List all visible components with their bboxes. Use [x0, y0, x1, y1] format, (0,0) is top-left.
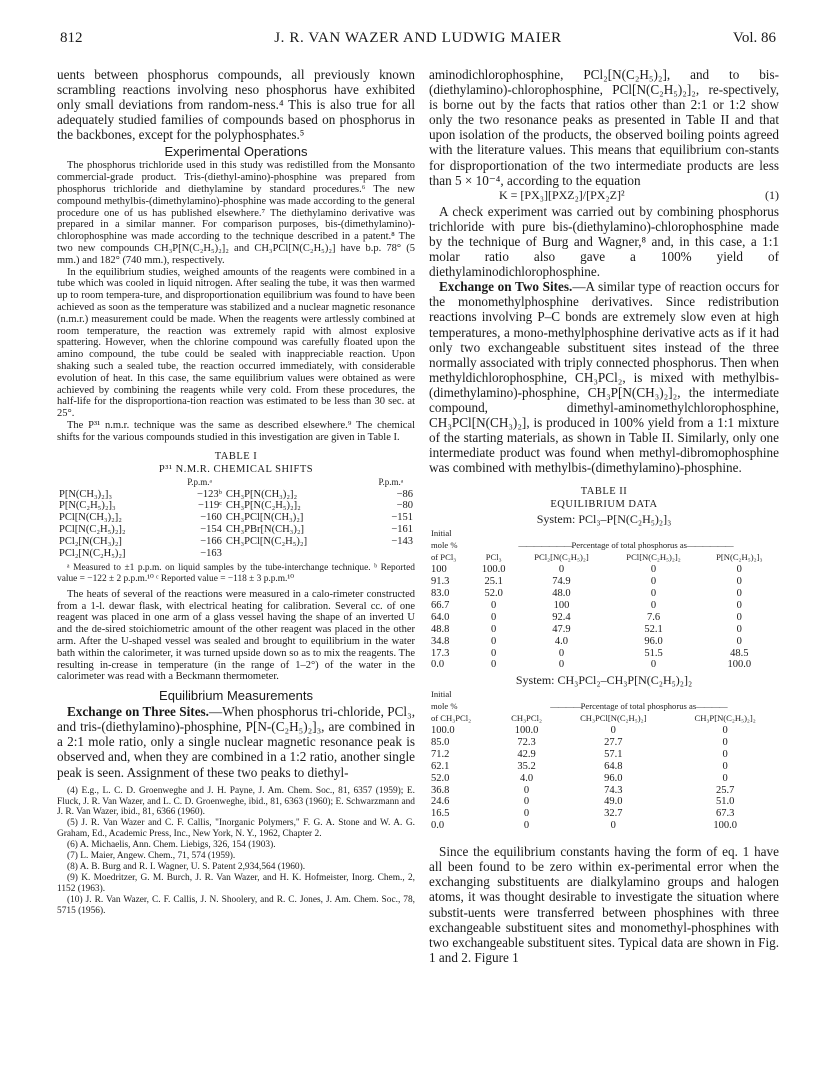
table-row — [429, 528, 779, 540]
table1-header-row — [57, 477, 415, 489]
left-column — [57, 67, 415, 916]
table-cell: PCl₂[N(CH₃)₂] — [59, 536, 122, 548]
footnote-8: (8) A. B. Burg and R. I. Wagner, U. S. Patent 2,934,564 (1960). — [67, 861, 306, 872]
footnote-9: (9) K. Moedritzer, G. M. Burch, J. R. Van Wazer, and H. K. Hofmeister, Inorg. Chem., 2, 1152 (1963). — [57, 872, 415, 894]
table-cell: 0 — [491, 623, 497, 635]
table-cell: 100.0 — [727, 659, 752, 671]
table2-system2-body — [429, 725, 779, 832]
table-cell: of CH₃PCl₂ — [431, 713, 472, 724]
table-cell: 51.0 — [715, 796, 735, 808]
table-cell: mole % — [431, 701, 458, 712]
two-sites-text: —A similar type of reaction occurs for the monomethylphosphine derivatives. Since redistribution reactions involving P–C bonds are extremely slow even at high temperatures, a mono-methylphosphine derivative acts as if it had only two exchangeable substituent sites instead of the three normally associated with triply connected phosphorus. Then when methyldichlorophosphine, CH₃PCl₂, is mixed with methylbis-(dimethylamino)-phosphine, CH₃P[N(CH₃)₂]₂, the intermediate compound, dimethyl-aminomethylchlorophosphine, CH₃PCl[N(CH₃)₂], is produced in 100% yield from a 1:1 mixture of the starting materials, as shown in Table II. Similarly, only one intermediate product was found when methyl-dibromophosphine was combined with methylbis-(dimethylamino)-phosphine. — [429, 279, 779, 476]
table-cell: CH₃P[N(CH₃)₂]₂ — [225, 488, 298, 500]
table-cell: 100.0 — [713, 820, 737, 832]
table-cell: 0 — [736, 576, 742, 588]
table2-system-1: System: PCl₃–P[N(C₂H₅)₂]₃ — [536, 512, 672, 527]
table2-system1 — [429, 528, 779, 671]
table-cell: 0 — [722, 748, 728, 760]
table-cell: −154 — [200, 524, 222, 536]
table-cell: 83.0 — [431, 587, 450, 599]
table-cell: 72.3 — [517, 736, 536, 748]
table-cell: 0 — [650, 564, 657, 576]
table2-title: EQUILIBRIUM DATA — [550, 499, 658, 511]
table-row — [429, 785, 779, 797]
table-cell: 25.7 — [715, 784, 735, 796]
table-cell: 7.6 — [646, 611, 661, 623]
table-cell: 0 — [650, 599, 657, 611]
table1-col-head: P.p.m.ᵃ — [378, 476, 404, 487]
table-cell: 0 — [491, 647, 497, 659]
table-row — [429, 624, 779, 636]
table2-span-header: ———————Percentage of total phosphorus as—————— — [518, 540, 733, 551]
table-row — [429, 600, 779, 612]
table-cell: PCl₂[N(C₂H₅)₂] — [534, 552, 589, 563]
footnote-5: (5) J. R. Van Wazer and C. F. Callis, "Inorganic Polymers," F. G. A. Stone and W. A. G. Graham, Ed., Academic Press, Inc., New York, N. Y., 1962, Chapter 2. — [57, 818, 415, 840]
equation-number: (1) — [765, 187, 779, 202]
table-row — [57, 536, 415, 548]
table-cell: 49.0 — [604, 796, 623, 808]
table-cell: 91.3 — [431, 576, 450, 588]
table-cell: 74.9 — [552, 576, 571, 588]
table-cell: 0 — [736, 587, 742, 599]
table-cell: 51.5 — [644, 647, 663, 659]
table-cell: 92.4 — [552, 611, 571, 623]
table-row — [429, 737, 779, 749]
table-cell: CH₃P[N(C₂H₅)₂]₂ — [225, 500, 301, 512]
table-cell: 35.2 — [517, 760, 536, 772]
table-row — [429, 659, 779, 671]
table-cell: 0 — [736, 623, 742, 635]
table-cell: 4.0 — [554, 635, 569, 647]
table-cell: −160 — [200, 512, 222, 524]
table-row — [57, 500, 415, 512]
experimental-paragraph-1: The phosphorus trichloride used in this study was redistilled from the Monsanto commercial-grade product. Tris-(diethyl-amino)-phosphine was prepared from phosphorus trichloride and diethylamine by standard procedures.⁶ The new compound methylbis-(dimethylamino)-phosphine was made according to the general procedure one of us has published elsewhere.⁷ The diethylamino derivative was prepared in a similar manner. For comparison purposes, bis-(dimethylamino)-chlorophosphine was made according to the technique described in a patent.⁸ The two new compounds CH₃P[N(C₂H₅)₂]₂ and CH₃PCl[N(C₂H₅)₂] have b.p. 78° (5 mm.) and 182° (740 mm.), respectively. — [57, 160, 415, 266]
table-cell: CH₃PCl[N(C₂H₅)₂] — [225, 536, 308, 548]
right-column — [429, 67, 779, 965]
table-row — [429, 689, 779, 701]
table-cell: 0 — [736, 599, 742, 611]
table-cell: CH₃PBr[N(CH₃)₂] — [225, 524, 304, 536]
table-row — [429, 761, 779, 773]
two-sites-lead: Exchange on Two Sites. — [439, 279, 573, 295]
table-cell: 62.1 — [431, 760, 450, 772]
table-cell: CH₃PCl[N(C₂H₅)₂] — [580, 713, 647, 724]
table-cell: 0 — [491, 599, 497, 611]
table-cell: 0 — [558, 659, 565, 671]
table-cell: 67.3 — [715, 808, 735, 820]
footnotes — [57, 786, 415, 917]
table-row — [57, 512, 415, 524]
table-row — [429, 808, 779, 820]
table-cell — [224, 548, 367, 560]
table-cell: 0 — [722, 760, 728, 772]
table-row — [429, 796, 779, 808]
table-cell: Initial — [431, 528, 452, 539]
table-cell: 100.0 — [481, 564, 506, 576]
table-cell: 52.0 — [484, 587, 503, 599]
table-cell: 64.8 — [604, 760, 623, 772]
table-cell: −161 — [391, 524, 413, 536]
table-cell: −86 — [396, 488, 413, 500]
table-cell: 64.0 — [431, 611, 450, 623]
table-cell: 0 — [523, 808, 530, 820]
table-cell: 96.0 — [644, 635, 663, 647]
table-row — [429, 588, 779, 600]
equation-formula: K = [PX₃][PXZ₂]/[PX₂Z]² — [499, 187, 625, 202]
table2-span-header: ————Percentage of total phosphorus as———— — [550, 701, 727, 712]
table-row — [429, 564, 779, 576]
table-cell — [367, 548, 415, 560]
table-cell: P[N(C₂H₅)₂]₃ — [716, 552, 763, 563]
table-row — [429, 636, 779, 648]
table1 — [57, 477, 415, 560]
table-row — [429, 612, 779, 624]
table-cell: −80 — [396, 500, 413, 512]
table-cell: 0 — [736, 564, 742, 576]
table-cell: −123ᵇ — [196, 488, 222, 500]
table-cell: 0.0 — [431, 659, 445, 671]
running-title: J. R. VAN WAZER AND LUDWIG MAIER — [274, 30, 562, 46]
table-cell: −151 — [391, 512, 413, 524]
table-cell: 74.3 — [604, 784, 623, 796]
table-row — [429, 773, 779, 785]
table2-label: TABLE II — [580, 486, 628, 498]
continuation-paragraph: aminodichlorophosphine, PCl₂[N(C₂H₅)₂], and to bis-(diethylamino)-chlorophosphine, PCl[N(C₂H₅)₂]₂, re-spectively, is borne out by the facts that ratios other than 2:1 or 1:2 show only the two resonance peaks as presented in Table II and that upon isolation of the products, the observed boiling points agreed with the literature values. This means that equilibrium con-stants for disproportionation of the two intermediate products are less than 5 × 10⁻⁴, according to the equation — [429, 67, 779, 188]
volume-label: Vol. 86 — [732, 30, 776, 46]
table-cell: CH₃P[N(C₂H₅)₂]₂ — [694, 713, 756, 724]
table-cell: 0 — [722, 772, 728, 784]
experimental-heading: Experimental Operations — [164, 144, 308, 160]
table-cell: mole % — [431, 540, 458, 551]
table-cell: 57.1 — [604, 748, 623, 760]
footnote-4: (4) E.g., L. C. D. Groenweghe and J. H. Payne, J. Am. Chem. Soc., 81, 6357 (1959); E. Fluck, J. R. Van Wazer, and L. C. D. Groenweghe, ibid., 81, 6363 (1960); E. Schwarzmann and J. R. Van Wazer, ibid., 81, 6366 (1960). — [57, 785, 415, 818]
table-cell: 0 — [610, 725, 616, 737]
table2-system-2: System: CH₃PCl₂–CH₃P[N(C₂H₅)₂]₂ — [515, 673, 693, 688]
experimental-paragraph-3: The P³¹ n.m.r. technique was the same as described elsewhere.⁹ The chemical shifts for the various compounds studied in this investigation are given in Table I. — [57, 420, 415, 443]
table-cell: −143 — [391, 536, 413, 548]
table-cell: 52.0 — [431, 772, 450, 784]
table-cell: 48.5 — [730, 647, 749, 659]
table2-system1-body — [429, 564, 779, 671]
table-cell: 17.3 — [431, 647, 450, 659]
table-cell: 27.7 — [604, 736, 623, 748]
table-cell: 0 — [523, 796, 530, 808]
table-cell: 100 — [431, 564, 447, 576]
table-row — [429, 552, 779, 564]
experimental-paragraph-4: The heats of several of the reactions were measured in a calo-rimeter constructed from a 1-l. dewar flask, with electrical heating for calibration. Several cc. of one reagent was placed in one arm of a glass vessel having the shape of an inverted U and the de-sired stoichiometric amount of the other reagent was placed in the other arm. After the U-shaped vessel was sealed and brought to equilibrium in the water bath within the calorimeter, it was turned upside down so as to mix the reagents. The resulting in-crease in temperature (in the range of 1–2°) of the water in the calorimeter was read with a Beckmann thermometer. — [57, 588, 415, 683]
table-cell: 100.0 — [514, 725, 539, 737]
table-cell: 48.8 — [431, 623, 450, 635]
footnote-10: (10) J. R. Van Wazer, C. F. Callis, J. N. Shoolery, and R. C. Jones, J. Am. Chem. Soc., 78, 5715 (1956). — [57, 894, 415, 916]
table-cell: 0 — [491, 659, 497, 671]
table-cell: 42.9 — [517, 748, 536, 760]
table-cell: 0 — [736, 611, 742, 623]
table-cell: 85.0 — [431, 736, 450, 748]
three-sites-text: —When phosphorus tri-chloride, PCl₃, and tris-(diethylamino)-phosphine, P[N-(C₂H₅)₂]₃, are combined in a 2:1 mole ratio, only a single nuclear magnetic resonance peak is observed and, when they are combined in a 1:2 ratio, another single peak is seen. Assignment of these two peaks to diethyl- — [57, 704, 415, 780]
table-cell: 24.6 — [431, 796, 450, 808]
table1-col-head: P.p.m.ᵃ — [187, 476, 213, 487]
experimental-paragraph-2: In the equilibrium studies, weighed amounts of the reagents were combined in a tube which was cooled in liquid nitrogen. After sealing the tube, it was then warmed up to room tempera-ture, and disproportionation equilibrium was found to have been achieved as soon as the temperature was stabilized and a nuclear magnetic resonance (n.m.r.) measurement could be made. When the reagents were artlessly combined at room temperature, the reaction was extremely rapid with almost explosive spattering. However, when the chlorine compound was carefully floated upon the amino compound, the tube could be sealed with inappreciable reaction. Upon shaking such a sealed tube, the reaction occurred immediately, with considerable evolution of heat. In this case, the same equilibrium values were obtained as were achieved by combining the reagents while very cold. From these procedures, the half-life for the disproportiona-tion reaction was estimated to be less than 30 sec. at 25°. — [57, 266, 415, 420]
table-row — [429, 713, 779, 725]
table-cell: CH₃PCl₂ — [511, 713, 542, 724]
table-cell: of PCl₃ — [431, 552, 457, 563]
table-cell: 0 — [650, 587, 657, 599]
table-cell: 0 — [491, 611, 497, 623]
table-row — [429, 820, 779, 832]
table-row — [57, 524, 415, 536]
footnote-6: (6) A. Michaelis, Ann. Chem. Liebigs, 326, 154 (1903). — [67, 840, 276, 851]
page-number: 812 — [60, 30, 83, 46]
table-cell: −119ᶜ — [197, 500, 222, 512]
table-cell: 32.7 — [604, 808, 623, 820]
table-cell: PCl[N(C₂H₅)₂]₂ — [59, 524, 126, 536]
table-row — [429, 576, 779, 588]
table-cell: 0 — [650, 659, 657, 671]
table-cell: 36.8 — [431, 784, 450, 796]
table-cell: 4.0 — [519, 772, 534, 784]
table-cell: 47.9 — [552, 623, 571, 635]
table-cell: Initial — [431, 689, 452, 700]
equation-1 — [429, 188, 779, 204]
table-row — [429, 749, 779, 761]
table-cell: −166 — [200, 536, 222, 548]
intro-paragraph: uents between phosphorus compounds, all previously known scrambling reactions involving neso phosphorus have exhibited only small deviations from random-ness.⁴ This is also true for all adequately studied families of compounds based on phosphorus in the backbones, except for the polyphosphates.⁵ — [57, 67, 415, 143]
table-cell: 0 — [523, 784, 530, 796]
table1-footnote: ᵃ Measured to ±1 p.p.m. on liquid samples by the tube-interchange technique. ᵇ Reported value = −122 ± 2 p.p.m.¹⁰ ᶜ Reported value = −118 ± 3 p.p.m.¹⁰ — [57, 562, 415, 584]
table-row — [429, 648, 779, 660]
table-cell: 0 — [523, 820, 530, 832]
table-cell: 0 — [558, 647, 565, 659]
table-cell: 96.0 — [604, 772, 623, 784]
table-row — [57, 548, 415, 560]
table1-label: TABLE I — [214, 450, 258, 462]
table2-system2 — [429, 689, 779, 832]
page-header — [60, 30, 776, 52]
three-sites-paragraph — [57, 704, 415, 779]
table-cell: PCl₃ — [485, 552, 502, 563]
table-cell: 52.1 — [644, 623, 663, 635]
table-cell: 0 — [610, 820, 616, 832]
table-cell: 71.2 — [431, 748, 450, 760]
table-cell: 100 — [553, 599, 570, 611]
table-cell: 48.0 — [552, 587, 571, 599]
table-cell: 0 — [722, 736, 728, 748]
table-cell: 100.0 — [431, 725, 455, 737]
table-cell: 66.7 — [431, 599, 450, 611]
table-row — [429, 725, 779, 737]
closing-paragraph: Since the equilibrium constants having the form of eq. 1 have all been found to be zero within ex-perimental error when the exchanging substituents are dialkylamino groups and halogen atoms, it was thought desirable to investigate the situation where substit-uents were transferred between phosphines with three exchangeable substituent sites and monomethyl-phosphines with two exchangeable substituent sites. Typical data are shown in Fig. 1 and 2. Figure 1 — [429, 844, 779, 965]
table-cell: 16.5 — [431, 808, 450, 820]
table1-title: P³¹ N.M.R. CHEMICAL SHIFTS — [158, 463, 314, 475]
table-cell: 0 — [722, 725, 728, 737]
equilibrium-heading: Equilibrium Measurements — [159, 688, 313, 704]
table-cell: 0 — [650, 576, 657, 588]
table-cell: CH₃PCl[N(CH₃)₂] — [225, 512, 304, 524]
table-cell: PCl₂[N(C₂H₅)₂] — [59, 548, 126, 560]
table-cell: 0 — [736, 635, 742, 647]
table-cell: 0 — [558, 564, 565, 576]
table-cell: PCl[N(C₂H₅)₂]₂ — [626, 552, 681, 563]
table-cell: 25.1 — [484, 576, 503, 588]
table-cell: 34.8 — [431, 635, 450, 647]
table-cell: 0.0 — [431, 820, 445, 832]
footnote-7: (7) L. Maier, Angew. Chem., 71, 574 (1959). — [67, 851, 236, 862]
table-cell: PCl[N(CH₃)₂]₂ — [59, 512, 122, 524]
two-sites-paragraph — [429, 279, 779, 475]
three-sites-lead: Exchange on Three Sites. — [67, 704, 209, 720]
table-cell: P[N(C₂H₅)₂]₃ — [59, 500, 116, 512]
table-cell: P[N(CH₃)₂]₃ — [59, 488, 112, 500]
check-experiment-paragraph: A check experiment was carried out by combining phosphorus trichloride with pure bis-(diethylamino)-chlorophosphine made by the technique of Burg and Wagner,⁸ and, in this case, a 1:1 molar ratio also gave a 100% yield of diethylaminodichlorophosphine. — [429, 203, 779, 280]
table-cell: 0 — [491, 635, 497, 647]
table-row — [57, 489, 415, 501]
table-cell: −163 — [200, 548, 222, 560]
